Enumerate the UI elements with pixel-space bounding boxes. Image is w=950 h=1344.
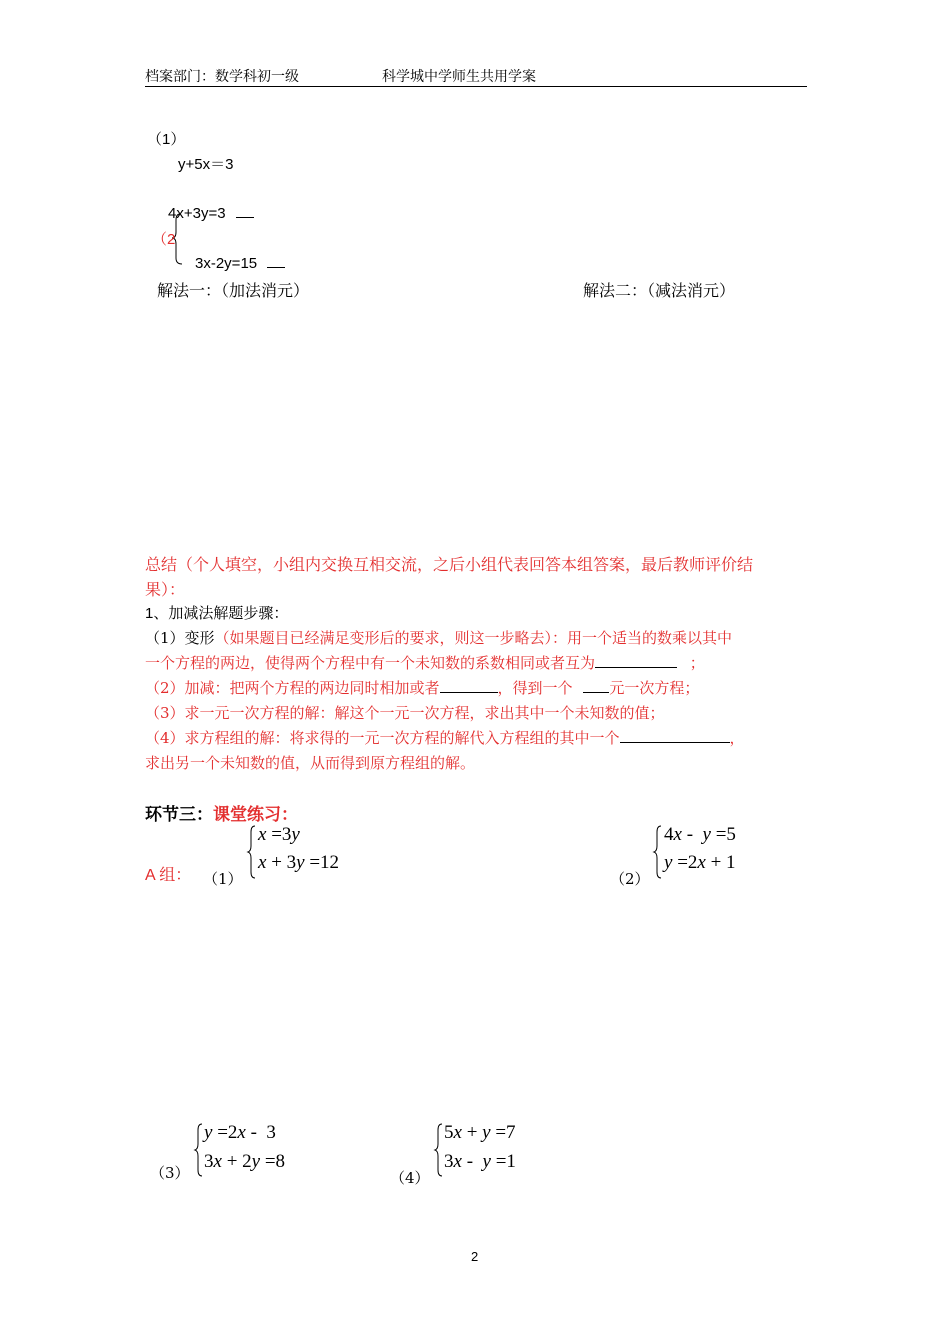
question-2-label: （2） — [610, 870, 650, 888]
question-3-label: （3） — [150, 1164, 190, 1182]
summary-title-line2: 果）： — [145, 580, 186, 599]
question-3-eq1: y =2x - 3 — [204, 1122, 276, 1143]
blank — [595, 653, 677, 668]
header-right: 科学城中学师生共用学案 — [382, 69, 536, 85]
steps-title: 1、加减法解题步骤： — [145, 605, 289, 622]
blank — [620, 728, 730, 743]
question-3-eq2: 3x + 2y =8 — [204, 1151, 286, 1172]
step-1-line2: 一个方程的两边，使得两个方程中有一个未知数的系数相同或者互为 ； — [145, 654, 705, 672]
group-a-label: A 组： — [145, 867, 192, 884]
question-1-eq2: x + 3y =12 — [258, 852, 340, 873]
question-1-eq1: x =3y — [258, 824, 300, 845]
section-heading: 环节三：课堂练习： — [145, 805, 298, 825]
step-1-line1: （1）变形（如果题目已经满足变形后的要求，则这一步略去）：用一个适当的数乘以其中 — [145, 629, 733, 647]
question-1-label: （1） — [203, 870, 243, 888]
step-3: （3）求一元一次方程的解：解这个一元一次方程，求出其中一个未知数的值； — [145, 704, 665, 722]
step-4-line1: （4）求方程组的解：将求得的一元一次方程的解代入方程组的其中一个 ， — [145, 729, 745, 747]
problem-2-label: （2 — [152, 231, 176, 248]
blank — [267, 253, 285, 268]
page-number: 2 — [471, 1249, 479, 1264]
problem-1-equation: y+5x＝3 — [178, 156, 234, 173]
method-2-label: 解法二：（减法消元） — [583, 281, 736, 300]
blank — [440, 678, 498, 693]
header-left: 档案部门：数学科初一级 — [145, 69, 299, 85]
question-2-eq2: y =2x + 1 — [664, 852, 736, 873]
step-2: （2）加减：把两个方程的两边同时相加或者 ，得到一个 元一次方程； — [145, 679, 700, 697]
problem-1-label: （1） — [147, 131, 186, 148]
blank — [583, 678, 609, 693]
question-4-eq2: 3x - y =1 — [444, 1151, 516, 1172]
method-1-label: 解法一：（加法消元） — [157, 281, 310, 300]
blank — [236, 203, 254, 218]
problem-2-eq2: 3x-2y=15 — [195, 253, 285, 272]
question-4-eq1: 5x + y =7 — [444, 1122, 516, 1143]
left-brace-icon — [246, 824, 258, 880]
left-brace-icon — [652, 824, 664, 880]
header-rule — [145, 86, 807, 87]
problem-2-eq1: 4x+3y=3 — [168, 203, 254, 222]
question-4-label: （4） — [390, 1169, 430, 1187]
step-4-line2: 求出另一个未知数的值，从而得到原方程组的解。 — [145, 754, 476, 772]
summary-title-line1: 总结（个人填空，小组内交换互相交流，之后小组代表回答本组答案，最后教师评价结 — [145, 555, 754, 574]
question-2-eq1: 4x - y =5 — [664, 824, 736, 845]
